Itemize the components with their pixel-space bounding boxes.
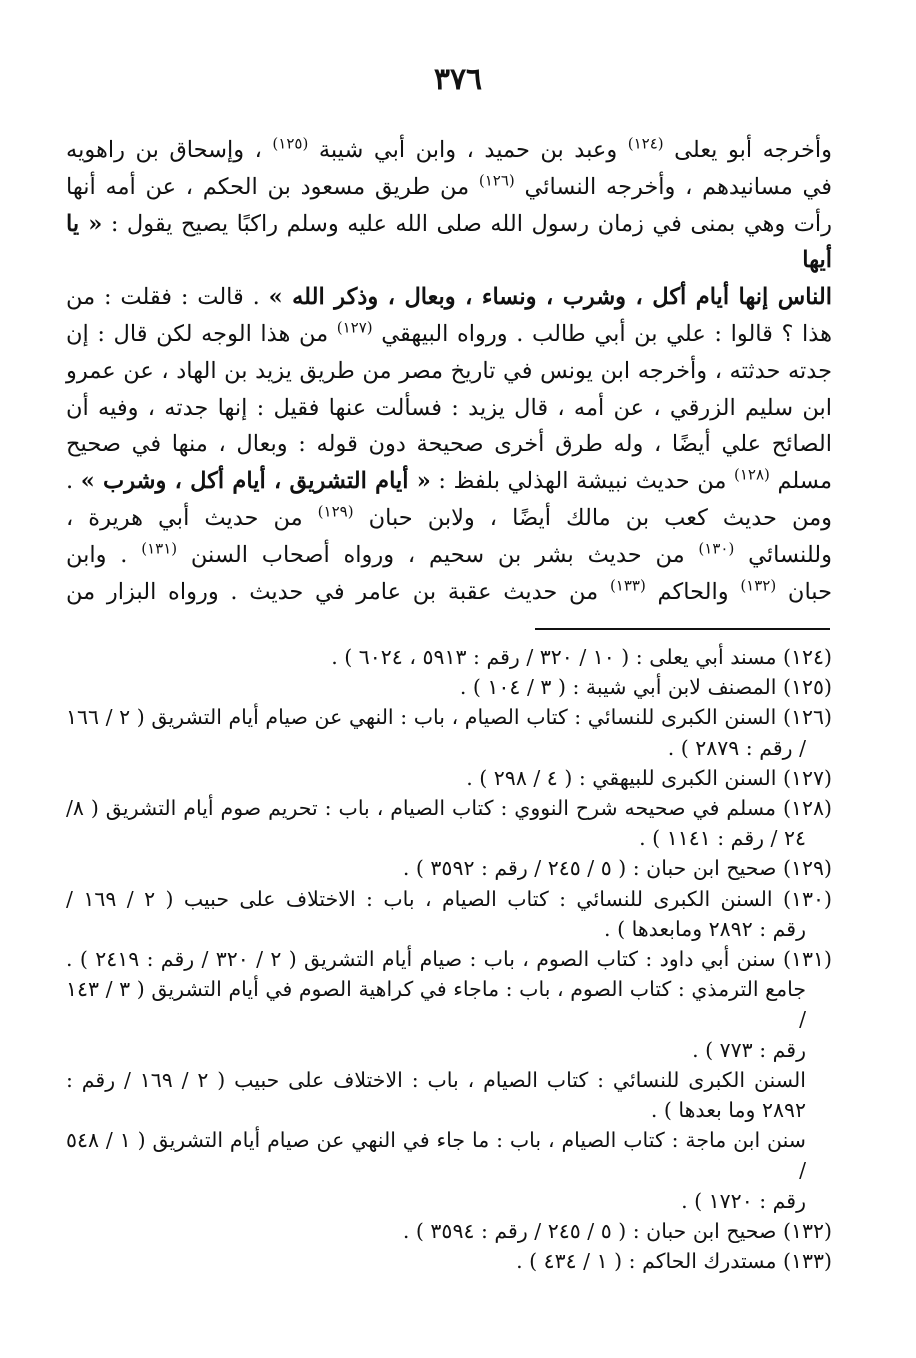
text-run: من حديث بشر بن سحيم ، ورواه أصحاب السنن [177,541,699,568]
footnote-line: رقم : ٧٧٣ ) . [692,1037,806,1062]
footnotes [66,642,832,1276]
text-run: ومن حديث كعب بن مالك أيضًا ، ولابن حبان [353,504,832,531]
text-run: وعبد بن حميد ، وابن أبي شيبة [308,137,628,163]
text-run: الصائح علي أيضًا ، وله طرق أخرى صحيحة دون قوله : وبعال ، منها في صحيح [66,431,832,458]
text-run: من حديث نبيشة الهذلي بلفظ : [430,468,734,495]
hadith-quote: « يا أيها [66,210,832,274]
text-run: . [66,468,81,495]
footnote-line: رقم : ١٧٢٠ ) . [681,1188,806,1213]
text-run: من طريق مسعود بن الحكم ، عن أمه أنها [66,173,479,200]
text-run: من حديث عقبة بن عامر في حديث . ورواه البزار من [66,578,610,605]
text-run: من حديث أبي هريرة ، [66,504,318,531]
text-run: في مسانيدهم ، وأخرجه النسائي [514,173,832,200]
footnote-reference[interactable]: (١٢٦) [478,171,515,190]
text-run: هذا ؟ قالوا : علي بن أبي طالب . ورواه البيهقي [372,320,832,347]
footnote-reference[interactable]: (١٢٥) [272,134,309,153]
footnote-line: (١٣٠) السنن الكبرى للنسائي : كتاب الصيام ، باب : الاختلاف على حبيب ( ٢ / ١٦٩ / [66,886,832,911]
text-run: رأت وهي بمنى في زمان رسول الله صلى الله عليه وسلم راكبًا يصيح يقول : [102,210,832,237]
text-run: ، وإسحاق بن راهويه [66,137,273,163]
footnote-divider [535,628,830,630]
footnote-line: (١٣٢) صحيح ابن حبان : ( ٥ / ٢٤٥ / رقم : ٣٥٩٤ ) . [402,1218,832,1243]
footnote-reference[interactable]: (١٣٠) [698,539,735,558]
footnote-line: (١٢٦) السنن الكبرى للنسائي : كتاب الصيام ، باب : النهي عن صيام أيام التشريق ( ٢ / ١٦٦ [66,705,832,730]
footnote-line: ٢٤ / رقم : ١١٤١ ) . [639,826,806,851]
footnote-reference[interactable]: (١٣٣) [609,576,646,595]
text-run: وأخرجه أبو يعلى [663,137,833,163]
footnote-reference[interactable]: (١٣٢) [740,576,777,595]
footnote-reference[interactable]: (١٣١) [141,539,178,558]
text-run: جدته حدثته ، وأخرجه ابن يونس في تاريخ مصر من طريق يزيد بن الهاد ، عن عمرو [66,357,832,384]
main-text-line [66,132,832,169]
footnote-line: سنن ابن ماجة : كتاب الصيام ، باب : ما جاء في النهي عن صيام أيام التشريق ( ١ / ٥٤٨ / [66,1128,806,1183]
footnote-line: رقم : ٢٨٩٢ ومابعدها ) . [604,916,806,941]
footnote-line: (١٢٩) صحيح ابن حبان : ( ٥ / ٢٤٥ / رقم : ٣٥٩٢ ) . [402,856,832,881]
footnote-reference[interactable]: (١٢٤) [627,134,664,153]
footnote-line: ٢٨٩٢ وما بعدها ) . [650,1098,806,1123]
footnote-line: (١٣١) سنن أبي داود : كتاب الصوم ، باب : صيام أيام التشريق ( ٢ / ٣٢٠ / رقم : ٢٤١٩ ) . [66,947,832,972]
main-text [66,132,832,610]
footnote-line: (١٢٧) السنن الكبرى للبيهقي : ( ٤ / ٢٩٨ ) . [466,765,832,790]
footnote-reference[interactable]: (١٢٧) [336,318,373,337]
main-text-line [66,279,832,316]
main-text-line [66,316,832,353]
footnote-line: (١٢٨) مسلم في صحيحه شرح النووي : كتاب الصيام ، باب : تحريم صوم أيام التشريق ( ٨/ [66,796,832,821]
text-run: مسلم [769,468,832,495]
text-run: . وابن [66,541,142,568]
footnote-reference[interactable]: (١٢٨) [733,465,770,484]
main-text-line [66,426,832,463]
page-number: ٣٧٦ [433,62,483,97]
main-text-line [66,500,832,537]
text-run: والحاكم [645,578,741,605]
main-text-line [66,463,832,500]
text-run: ابن سليم الزرقي ، عن أمه ، قال يزيد : فسألت عنها فقيل : إنها جدته ، وفيه أن [66,394,832,421]
main-text-line [66,390,832,427]
footnote-line: جامع الترمذي : كتاب الصوم ، باب : ماجاء في كراهية الصوم في أيام التشريق ( ٣ / ١٤٣ / [66,977,806,1032]
main-text-line [66,574,832,611]
text-run: حبان [776,578,832,605]
text-run: من هذا الوجه لكن قال : إن [66,320,337,347]
main-text-line [66,537,832,574]
main-text-line [66,353,832,390]
hadith-quote: « أيام التشريق ، أيام أكل ، وشرب » [80,468,431,495]
footnote-line: / رقم : ٢٨٧٩ ) . [667,735,806,760]
main-text-line [66,206,832,280]
main-text-line [66,169,832,206]
footnote-line: (١٢٥) المصنف لابن أبي شيبة : ( ٣ / ١٠٤ ) . [459,675,832,700]
hadith-quote: الناس إنها أيام أكل ، وشرب ، ونساء ، وبعال ، وذكر الله » [268,284,832,311]
footnote-reference[interactable]: (١٢٩) [317,502,354,521]
text-run: وللنسائي [734,541,832,568]
footnote-line: (١٣٣) مستدرك الحاكم : ( ١ / ٤٣٤ ) . [516,1249,832,1274]
footnote-line: (١٢٤) مسند أبي يعلى : ( ١٠ / ٣٢٠ / رقم : ٥٩١٣ ، ٦٠٢٤ ) . [331,645,832,669]
footnote-line: السنن الكبرى للنسائي : كتاب الصيام ، باب : الاختلاف على حبيب ( ٢ / ١٦٩ / رقم : [66,1067,806,1092]
text-run: . قالت : فقلت : من [66,284,269,311]
